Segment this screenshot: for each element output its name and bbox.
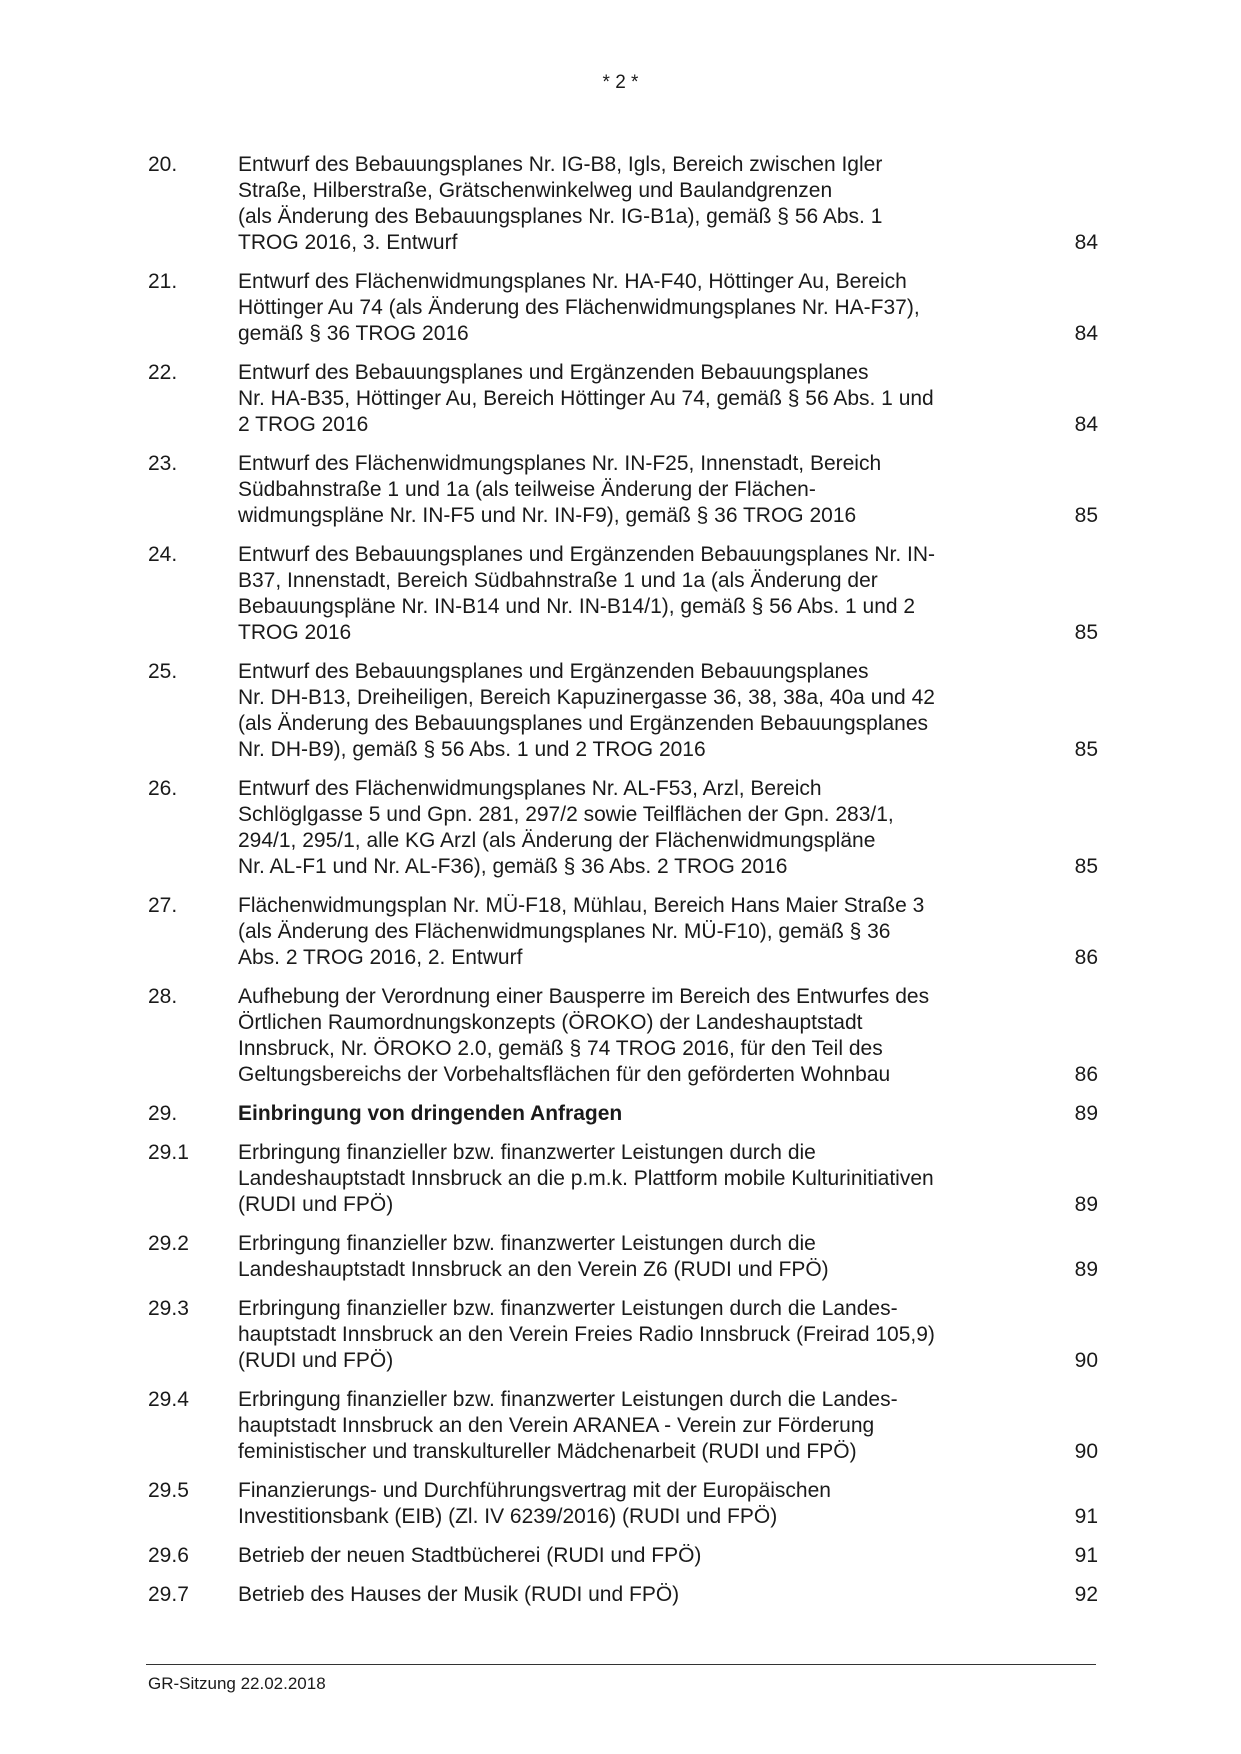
toc-entry-number: 25. <box>148 660 178 683</box>
toc-entry-29 <box>148 1101 1098 1127</box>
toc-entry-page: 86 <box>1074 1063 1098 1086</box>
toc-entry-title: Erbringung finanzieller bzw. finanzwerter Leistungen durch die Landes- hauptstadt Innsbruck an den Verein ARANEA - Verein zur Förderung feministischer und transkultureller Mädchenarbeit (RUDI und FPÖ) <box>238 1388 898 1463</box>
toc-entry-29-5 <box>148 1478 1098 1530</box>
toc-entry-27 <box>148 893 1098 971</box>
toc-entry-page: 84 <box>1074 322 1098 345</box>
toc-entry-page: 92 <box>1074 1583 1098 1606</box>
toc-entry-29-7 <box>148 1582 1098 1608</box>
toc-entry-page: 86 <box>1074 946 1098 969</box>
toc-entry-24 <box>148 542 1098 646</box>
toc-entry-page: 89 <box>1074 1193 1098 1216</box>
toc-entry-title: Entwurf des Bebauungsplanes und Ergänzenden Bebauungsplanes Nr. IN- B37, Innenstadt, Bereich Südbahnstraße 1 und 1a (als Änderung der Bebauungspläne Nr. IN-B14 und Nr. IN-B14/1), gemäß § 56 Abs. 1 und 2 TROG 2016 <box>238 543 935 644</box>
toc-entry-29-3 <box>148 1296 1098 1374</box>
toc-entry-page: 85 <box>1074 621 1098 644</box>
toc-entry-title: Betrieb der neuen Stadtbücherei (RUDI und FPÖ) <box>238 1544 702 1567</box>
toc-entry-26 <box>148 776 1098 880</box>
table-of-contents <box>148 152 1098 1621</box>
toc-entry-number: 29.3 <box>148 1297 189 1320</box>
toc-entry-title: Entwurf des Flächenwidmungsplanes Nr. IN-F25, Innenstadt, Bereich Südbahnstraße 1 und 1a (als teilweise Änderung der Flächen- widmungspläne Nr. IN-F5 und Nr. IN-F9), gemäß § 36 TROG 2016 <box>238 452 882 527</box>
toc-entry-number: 29.4 <box>148 1388 189 1411</box>
toc-entry-29-4 <box>148 1387 1098 1465</box>
toc-entry-page: 91 <box>1074 1505 1098 1528</box>
toc-entry-25 <box>148 659 1098 763</box>
toc-entry-29-2 <box>148 1231 1098 1283</box>
toc-entry-title: Erbringung finanzieller bzw. finanzwerter Leistungen durch die Landes- hauptstadt Innsbruck an den Verein Freies Radio Innsbruck (Freirad 105,9) (RUDI und FPÖ) <box>238 1297 935 1372</box>
toc-entry-page: 85 <box>1074 504 1098 527</box>
toc-entry-page: 90 <box>1074 1440 1098 1463</box>
toc-entry-page: 85 <box>1074 738 1098 761</box>
toc-entry-page: 89 <box>1074 1258 1098 1281</box>
toc-entry-21 <box>148 269 1098 347</box>
toc-entry-page: 89 <box>1074 1102 1098 1125</box>
toc-entry-title: Finanzierungs- und Durchführungsvertrag mit der Europäischen Investitionsbank (EIB) (Zl. IV 6239/2016) (RUDI und FPÖ) <box>238 1479 831 1528</box>
page-number-header: * 2 * <box>602 72 639 93</box>
toc-entry-title: Entwurf des Flächenwidmungsplanes Nr. AL-F53, Arzl, Bereich Schlöglgasse 5 und Gpn. 281, 297/2 sowie Teilflächen der Gpn. 283/1, 294/1, 295/1, alle KG Arzl (als Änderung der Flächenwidmungspläne Nr. AL-F1 und Nr. AL-F36), gemäß § 36 Abs. 2 TROG 2016 <box>238 777 894 878</box>
toc-entry-23 <box>148 451 1098 529</box>
toc-entry-title: Flächenwidmungsplan Nr. MÜ-F18, Mühlau, Bereich Hans Maier Straße 3 (als Änderung des Flächenwidmungsplanes Nr. MÜ-F10), gemäß § 36 Abs. 2 TROG 2016, 2. Entwurf <box>238 894 925 969</box>
toc-entry-number: 29. <box>148 1102 178 1125</box>
toc-entry-number: 26. <box>148 777 178 800</box>
toc-entry-title: Entwurf des Bebauungsplanes und Ergänzenden Bebauungsplanes Nr. HA-B35, Höttinger Au, Bereich Höttinger Au 74, gemäß § 56 Abs. 1 und 2 TROG 2016 <box>238 361 934 436</box>
footer-label: GR-Sitzung 22.02.2018 <box>148 1674 326 1693</box>
toc-entry-title: Erbringung finanzieller bzw. finanzwerter Leistungen durch die Landeshauptstadt Innsbruck an die p.m.k. Plattform mobile Kulturinitiativen (RUDI und FPÖ) <box>238 1141 934 1216</box>
toc-entry-number: 21. <box>148 270 178 293</box>
toc-entry-title: Entwurf des Flächenwidmungsplanes Nr. HA-F40, Höttinger Au, Bereich Höttinger Au 74 (als Änderung des Flächenwidmungsplanes Nr. HA-F37), gemäß § 36 TROG 2016 <box>238 270 920 345</box>
toc-entry-page: 84 <box>1074 413 1098 436</box>
toc-entry-28 <box>148 984 1098 1088</box>
toc-entry-number: 23. <box>148 452 178 475</box>
toc-entry-number: 29.6 <box>148 1544 189 1567</box>
toc-entry-title: Entwurf des Bebauungsplanes Nr. IG-B8, Igls, Bereich zwischen Igler Straße, Hilberstraße, Grätschenwinkelweg und Baulandgrenzen (als Änderung des Bebauungsplanes Nr. IG-B1a), gemäß § 56 Abs. 1 TROG 2016, 3. Entwurf <box>238 153 883 254</box>
toc-entry-number: 27. <box>148 894 178 917</box>
toc-entry-title: Betrieb des Hauses der Musik (RUDI und FPÖ) <box>238 1583 680 1606</box>
toc-entry-29-6 <box>148 1543 1098 1569</box>
toc-entry-title: Entwurf des Bebauungsplanes und Ergänzenden Bebauungsplanes Nr. DH-B13, Dreiheiligen, Bereich Kapuzinergasse 36, 38, 38a, 40a und 42 (als Änderung des Bebauungsplanes und Ergänzenden Bebauungsplanes Nr. DH-B9), gemäß § 56 Abs. 1 und 2 TROG 2016 <box>238 660 935 761</box>
toc-entry-page: 84 <box>1074 231 1098 254</box>
toc-entry-22 <box>148 360 1098 438</box>
toc-entry-number: 29.5 <box>148 1479 189 1502</box>
toc-entry-number: 24. <box>148 543 178 566</box>
toc-entry-page: 91 <box>1074 1544 1098 1567</box>
toc-section-heading: Einbringung von dringenden Anfragen <box>238 1102 623 1125</box>
footer-divider <box>146 1664 1096 1665</box>
toc-entry-number: 29.2 <box>148 1232 189 1255</box>
toc-entry-29-1 <box>148 1140 1098 1218</box>
toc-entry-title: Erbringung finanzieller bzw. finanzwerter Leistungen durch die Landeshauptstadt Innsbruck an den Verein Z6 (RUDI und FPÖ) <box>238 1232 829 1281</box>
toc-entry-number: 20. <box>148 153 178 176</box>
toc-entry-20 <box>148 152 1098 256</box>
toc-entry-number: 28. <box>148 985 178 1008</box>
toc-entry-number: 29.7 <box>148 1583 189 1606</box>
toc-entry-title: Aufhebung der Verordnung einer Bausperre im Bereich des Entwurfes des Örtlichen Raumordnungskonzepts (ÖROKO) der Landeshauptstadt Innsbruck, Nr. ÖROKO 2.0, gemäß § 74 TROG 2016, für den Teil des Geltungsbereichs der Vorbehaltsflächen für den geförderten Wohnbau <box>238 985 930 1086</box>
toc-entry-page: 90 <box>1074 1349 1098 1372</box>
toc-entry-number: 29.1 <box>148 1141 189 1164</box>
toc-entry-page: 85 <box>1074 855 1098 878</box>
toc-entry-number: 22. <box>148 361 178 384</box>
